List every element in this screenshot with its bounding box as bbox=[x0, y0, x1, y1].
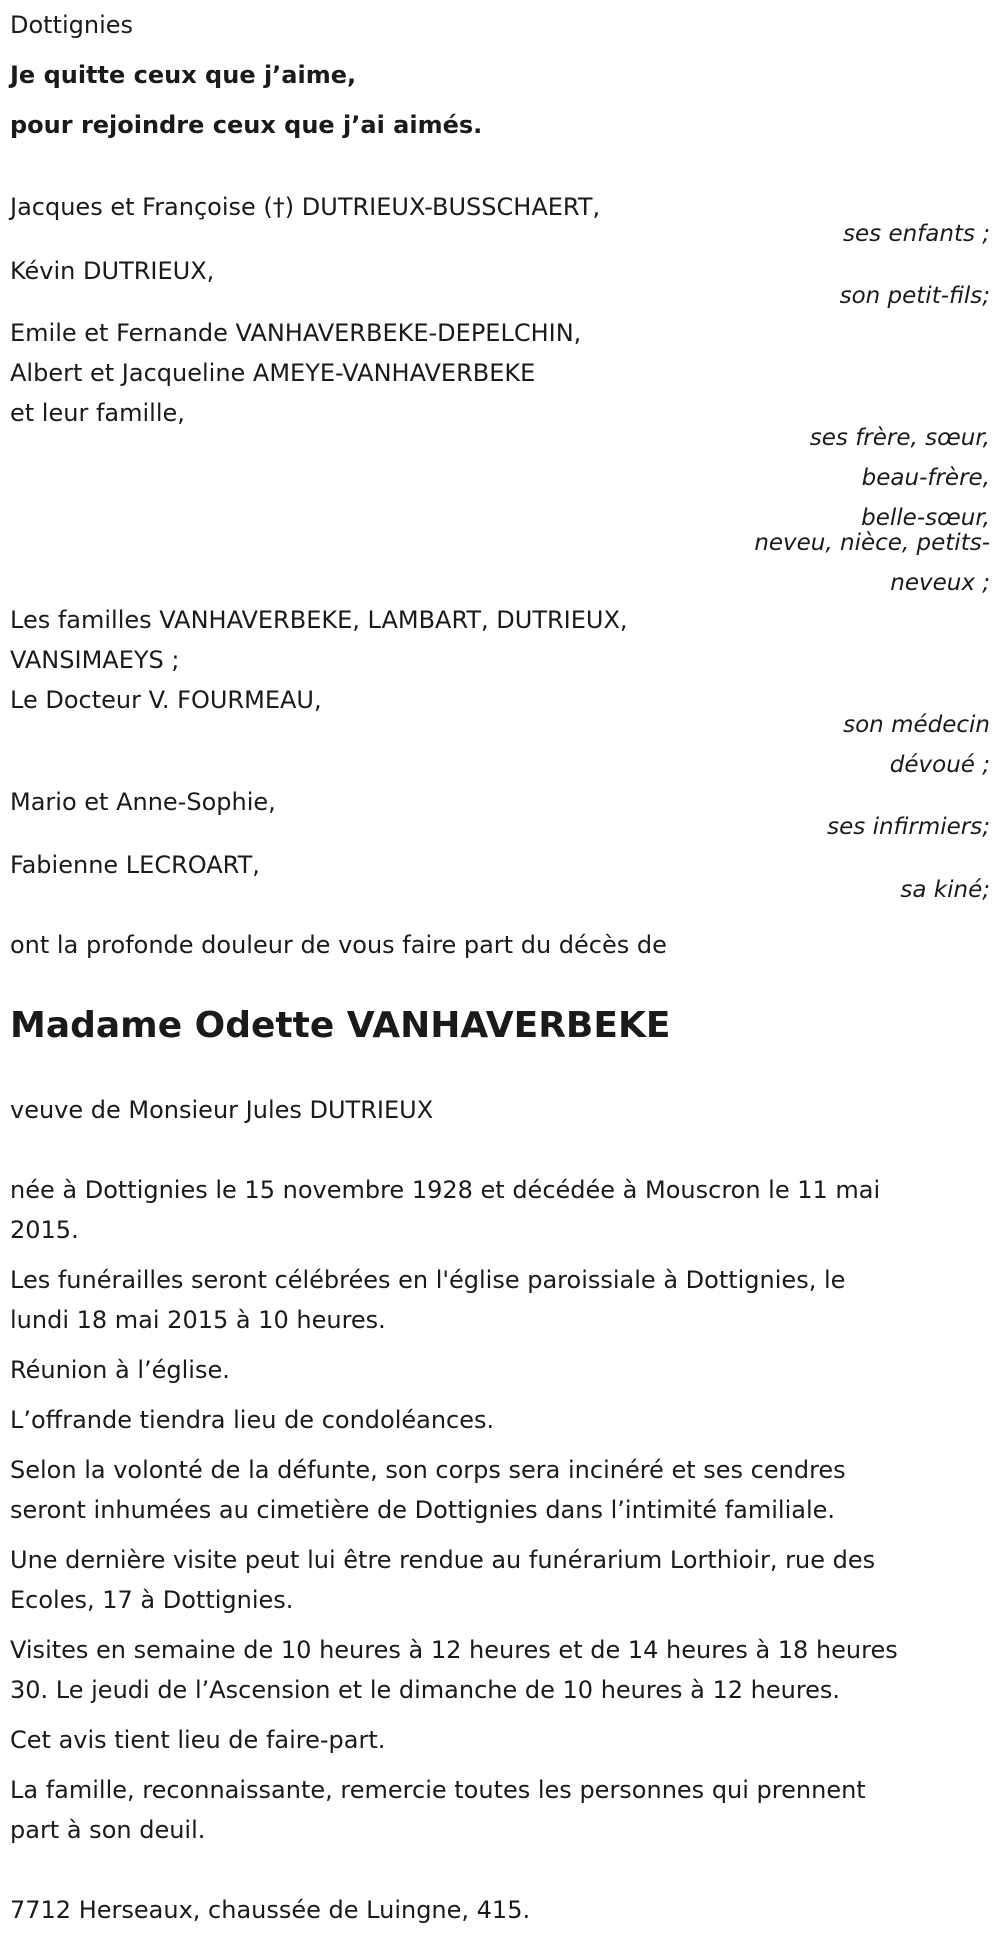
siblings-relation-line-5: neveux ; bbox=[890, 570, 990, 596]
thanks-line-1: La famille, reconnaissante, remercie toutes les personnes qui prennent bbox=[10, 1776, 866, 1804]
offering-text: L’offrande tiendra lieu de condoléances. bbox=[10, 1406, 495, 1434]
families-line-1: Les familles VANHAVERBEKE, LAMBART, DUTRIEUX, bbox=[10, 606, 628, 634]
birth-death-line-2: 2015. bbox=[10, 1216, 79, 1244]
cremation-line-1: Selon la volonté de la défunte, son corps sera incinéré et ses cendres bbox=[10, 1456, 846, 1484]
quote-line-2: pour rejoindre ceux que j’ai aimés. bbox=[10, 111, 483, 139]
grandson-name: Kévin DUTRIEUX, bbox=[10, 257, 215, 285]
hours-line-2: 30. Le jeudi de l’Ascension et le dimanche de 10 heures à 12 heures. bbox=[10, 1676, 841, 1704]
visit-line-1: Une dernière visite peut lui être rendue au funérarium Lorthioir, rue des bbox=[10, 1546, 876, 1574]
funeral-line-2: lundi 18 mai 2015 à 10 heures. bbox=[10, 1306, 386, 1334]
siblings-relation-line-3: belle-sœur, bbox=[861, 505, 990, 531]
deceased-name: Madame Odette VANHAVERBEKE bbox=[10, 1005, 671, 1046]
children-relation: ses enfants ; bbox=[843, 221, 990, 247]
funeral-line-1: Les funérailles seront célébrées en l'église paroissiale à Dottignies, le bbox=[10, 1266, 846, 1294]
notice-text: Cet avis tient lieu de faire-part. bbox=[10, 1726, 386, 1754]
cremation-line-2: seront inhumées au cimetière de Dottignies dans l’intimité familiale. bbox=[10, 1496, 836, 1524]
location-heading: Dottignies bbox=[10, 11, 134, 39]
physio-name: Fabienne LECROART, bbox=[10, 851, 260, 879]
widow-of: veuve de Monsieur Jules DUTRIEUX bbox=[10, 1096, 434, 1124]
nurses-names: Mario et Anne-Sophie, bbox=[10, 788, 276, 816]
nurses-relation: ses infirmiers; bbox=[827, 814, 990, 840]
families-line-2: VANSIMAEYS ; bbox=[10, 646, 180, 674]
doctor-relation-line-2: dévoué ; bbox=[889, 752, 990, 778]
announcement-intro: ont la profonde douleur de vous faire part du décès de bbox=[10, 931, 667, 959]
siblings-relation-line-4: neveu, nièce, petits- bbox=[754, 530, 990, 556]
meeting-text: Réunion à l’église. bbox=[10, 1356, 230, 1384]
siblings-relation-line-2: beau-frère, bbox=[861, 465, 990, 491]
birth-death-line-1: née à Dottignies le 15 novembre 1928 et décédée à Mouscron le 11 mai bbox=[10, 1176, 881, 1204]
siblings-line-3: et leur famille, bbox=[10, 399, 185, 427]
siblings-line-1: Emile et Fernande VANHAVERBEKE-DEPELCHIN, bbox=[10, 319, 582, 347]
quote-line-1: Je quitte ceux que j’aime, bbox=[10, 61, 357, 89]
siblings-line-2: Albert et Jacqueline AMEYE-VANHAVERBEKE bbox=[10, 359, 536, 387]
thanks-line-2: part à son deuil. bbox=[10, 1816, 206, 1844]
physio-relation: sa kiné; bbox=[900, 877, 990, 903]
children-names: Jacques et Françoise (†) DUTRIEUX-BUSSCHAERT, bbox=[10, 193, 601, 221]
family-address: 7712 Herseaux, chaussée de Luingne, 415. bbox=[10, 1896, 531, 1924]
grandson-relation: son petit-fils; bbox=[839, 283, 990, 309]
doctor-name: Le Docteur V. FOURMEAU, bbox=[10, 686, 322, 714]
siblings-relation-line-1: ses frère, sœur, bbox=[809, 425, 990, 451]
visit-line-2: Ecoles, 17 à Dottignies. bbox=[10, 1586, 294, 1614]
hours-line-1: Visites en semaine de 10 heures à 12 heures et de 14 heures à 18 heures bbox=[10, 1636, 898, 1664]
doctor-relation-line-1: son médecin bbox=[843, 712, 990, 738]
